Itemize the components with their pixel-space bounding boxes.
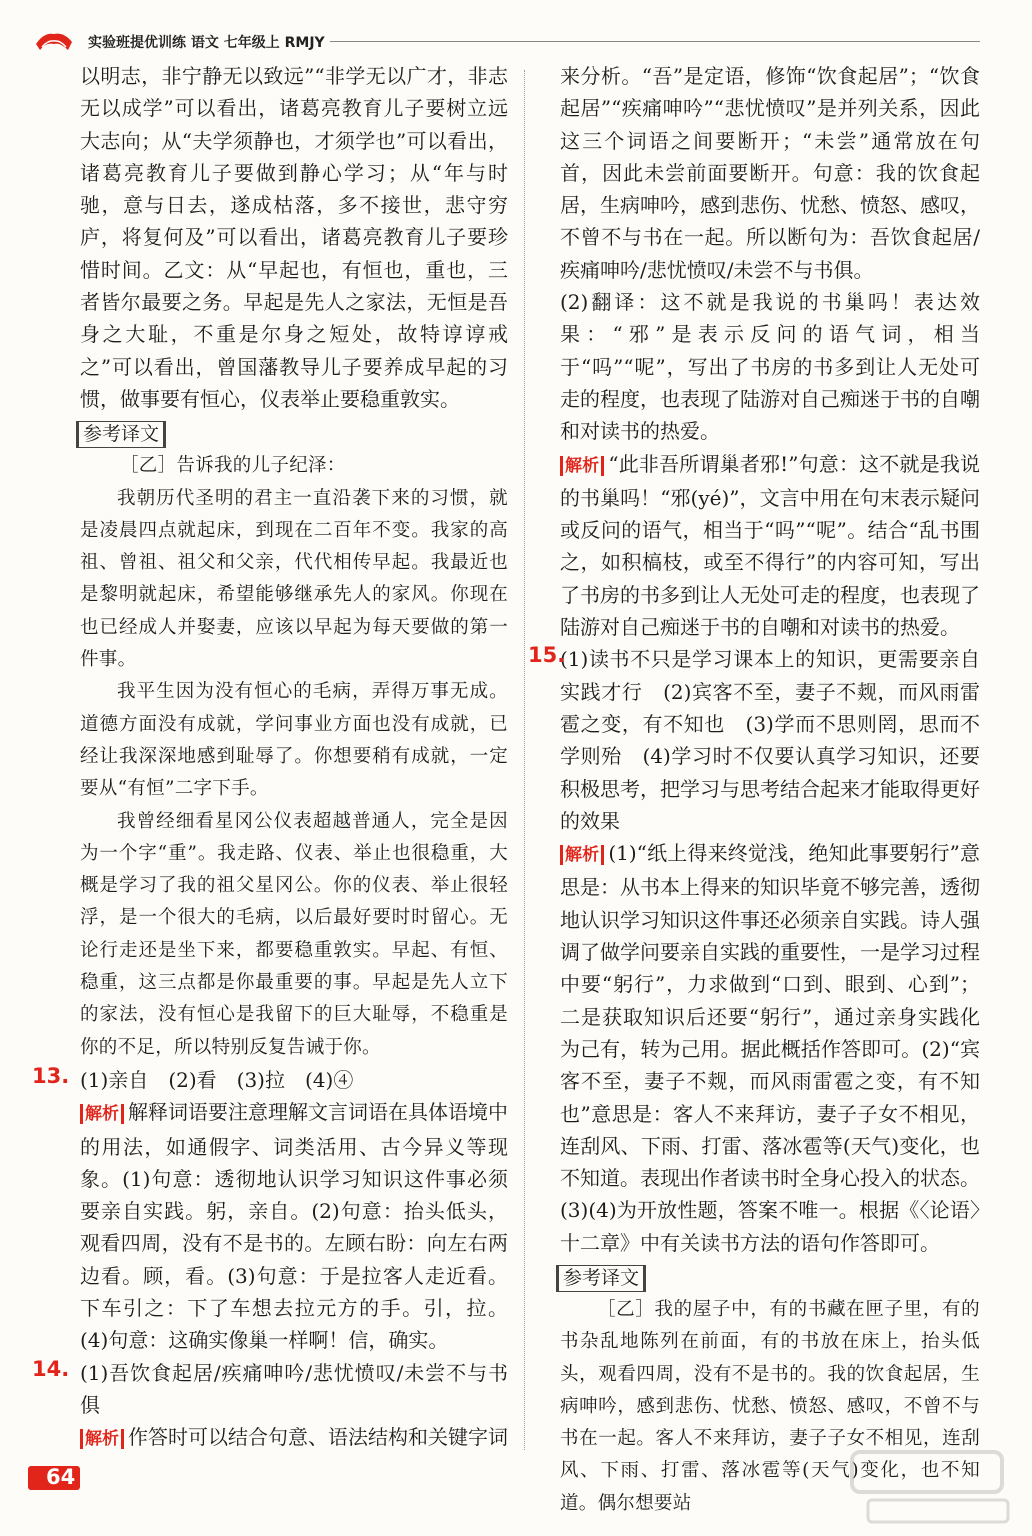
translation-opening: ［乙］告诉我的儿子纪泽： [120, 455, 346, 477]
question-13 [32, 1063, 508, 1357]
analysis-paragraph: 以明志，非宁静无以致远”“非学无以广才，非志无以成学”可以看出，诸葛亮教育儿子要树立远大志向；从“夫学须静也，才须学也”可以看出，诸葛亮教育儿子要做到静心学习；从“年与时驰，意与日去，遂成枯落，多不接世，悲守穷庐，将复何及”可以看出，诸葛亮教育儿子要珍惜时间。乙文：从“早起也，有恒也，重也，三者皆尔最要之务。早起是先人之家法，无恒是吾身之大耻，不重是尔身之短处，故特谆谆戒之”可以看出，曾国藩教导儿子要养成早起的习惯，做事要有恒心，仪表举止要稳重敦实。 [80, 64, 508, 411]
analysis-text: 解释词语要注意理解文言词语在具体语境中的用法，如通假字、词类活用、古今异义等现象。(1)句意：透彻地认识学习知识这件事必须要亲自实践。躬，亲自。(2)句意：抬头低头，观看四周，没有不是书的。左顾右盼：向左右两边看。顾，看。(3)句意：于是拉客人走近看。下车引之：下了车想去拉元方的手。引，拉。(4)句意：这确实像巢一样啊！信，确实。 [80, 1100, 508, 1353]
analysis-text: 作答时可以结合句意、语法结构和关键字词 [128, 1425, 508, 1450]
question-15 [528, 643, 981, 1259]
book-title: 实验班提优训练 语文 七年级上 RMJY [88, 35, 325, 51]
question-number: 15. [528, 643, 566, 668]
answer-text: (2)翻译：这不就是我说的书巢吗！表达效果：“邪”是表示反问的语气词，相当于“吗”“呢”，写出了书房的书多到让人无处可走的程度，也表现了陆游对自己痴迷于书的自嘲和对读书的热爱。 [560, 290, 980, 444]
left-column [32, 60, 508, 1455]
analysis-label: 解析 [80, 1104, 124, 1124]
question-14 [32, 1356, 508, 1456]
translation-paragraph: ［乙］我的屋子中，有的书藏在匣子里，有的书杂乱地陈列在前面，有的书放在床上，抬头低头，观看四周，没有不是书的。我的饮食起居，生病呻吟，感到悲伤、忧愁、愤怒、感叹，不曾不与书在一起。客人不来拜访，妻子子女不相见，连刮风、下雨、打雷、落冰雹等(天气)变化，也不知道。偶尔想要站 [560, 1298, 980, 1514]
reference-translation-label: 参考译文 [76, 421, 166, 448]
header-rule [330, 41, 980, 42]
analysis-text: “此非吾所谓巢者邪!”句意：这不就是我说的书巢吗！“邪(yé)”，文言中用在句末表示疑问或反问的语气，相当于“吗”“呢”。结合“乱书围之，如积槁枝，或至不得行”的内容可知，写出了书房的书多到让人无处可走的程度，也表现了陆游对自己痴迷于书的自嘲和对读书的热爱。 [560, 451, 980, 640]
answer-text: (1)读书不只是学习课本上的知识，更需要亲自实践才行 (2)宾客不至，妻子不觌，而风雨雷雹之变，有不知也 (3)学而不思则罔，思而不学则殆 (4)学习时不仅要认真学习知识，还要积极思考，把学习与思考结合起来才能取得更好的效果 [560, 647, 980, 833]
page-header [34, 26, 980, 56]
right-column [528, 60, 981, 1520]
watermark-logo-icon [848, 1448, 1018, 1528]
answer-text: (1)吾饮食起居/疾痛呻吟/悲忧愤叹/未尝不与书俱 [80, 1360, 508, 1417]
reference-translation-label: 参考译文 [556, 1265, 646, 1292]
page-number-badge [28, 1462, 84, 1492]
analysis-label: 解析 [80, 1429, 124, 1449]
translation-paragraph: 我平生因为没有恒心的毛病，弄得万事无成。道德方面没有成就，学问事业方面也没有成就，已经让我深深地感到耻辱了。你想要稍有成就，一定要从“有恒”二字下手。 [80, 681, 508, 800]
translation-paragraph: 我朝历代圣明的君主一直沿袭下来的习惯，就是凌晨四点就起床，到现在二百年不变。我家的高祖、曾祖、祖父和父亲，代代相传早起。我最近也是黎明就起床，希望能够继承先人的家风。你现在也已经成人并娶妻，应该以早起为每天要做的第一件事。 [80, 487, 508, 671]
question-number: 13. [32, 1063, 70, 1088]
column-divider [524, 70, 525, 1450]
answer-text: (1)亲自 (2)看 (3)拉 (4)④ [80, 1067, 354, 1092]
analysis-label: 解析 [560, 456, 604, 476]
translation-paragraph: 我曾经细看星冈公仪表超越普通人，完全是因为一个字“重”。我走路、仪表、举止也很稳重，大概是学习了我的祖父星冈公。你的仪表、举止很轻浮，是一个很大的毛病，以后最好要时时留心。无论行走还是坐下来，都要稳重敦实。早起、有恒、稳重，这三点都是你最重要的事。早起是先人立下的家法，没有恒心是我留下的巨大耻辱，不稳重是你的不足，所以特别反复告诫于你。 [80, 810, 508, 1058]
analysis-text: (1)“纸上得来终觉浅，绝知此事要躬行”意思是：从书本上得来的知识毕竟不够完善，透彻地认识学习知识这件事还必须亲自实践。诗人强调了做学问要亲自实践的重要性，一是学习过程中要“躬行”，力求做到“口到、眼到、心到”；二是获取知识后还要“躬行”，通过亲身实践化为己有，转为己用。据此概括作答即可。(2)“宾客不至，妻子不觌，而风雨雷雹之变，有不知也”意思是：客人不来拜访，妻子子女不相见，连刮风、下雨、打雷、落冰雹等(天气)变化，也不知道。表现出作者读书时全身心投入的状态。(3)(4)为开放性题，答案不唯一。根据《〈论语〉十二章》中有关读书方法的语句作答即可。 [560, 841, 981, 1255]
page-number: 64 [46, 1465, 76, 1489]
book-logo-icon [34, 28, 74, 54]
analysis-label: 解析 [560, 845, 604, 865]
question-number: 14. [32, 1356, 70, 1381]
analysis-paragraph: 来分析。“吾”是定语，修饰“饮食起居”；“饮食起居”“疾痛呻吟”“悲忧愤叹”是并列关系，因此这三个词语之间要断开；“未尝”通常放在句首，因此未尝前面要断开。句意：我的饮食起居，生病呻吟，感到悲伤、忧愁、愤怒、感叹，不曾不与书在一起。所以断句为：吾饮食起居/疾痛呻吟/悲忧愤叹/未尝不与书俱。 [560, 64, 980, 282]
